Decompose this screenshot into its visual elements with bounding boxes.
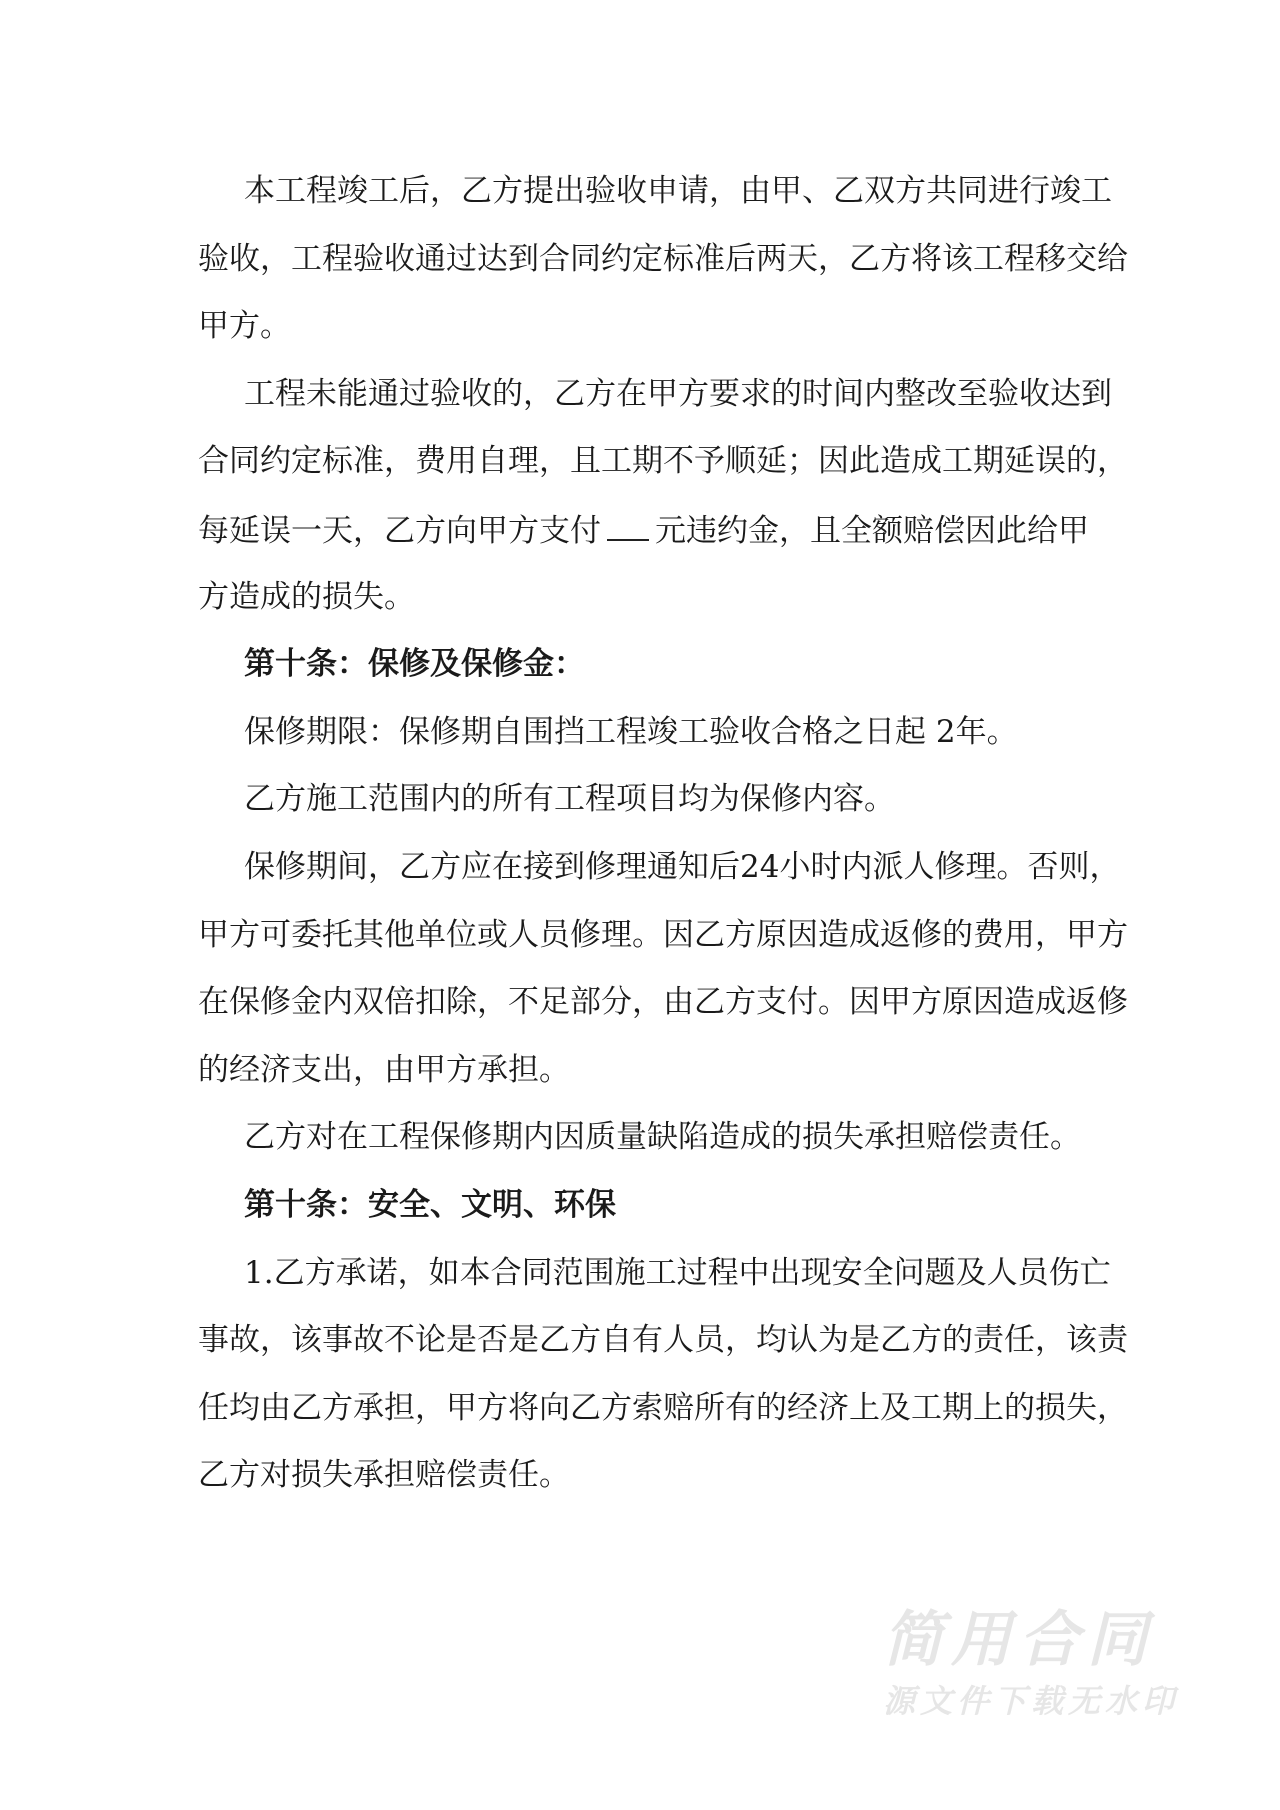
text-line: 方造成的损失。	[198, 579, 415, 615]
text-line: 在保修金内双倍扣除，不足部分，由乙方支付。因甲方原因造成返修	[198, 984, 1128, 1020]
text-segment: 每延误一天，乙方向甲方支付	[198, 513, 601, 549]
text-line: 保修期间，乙方应在接到修理通知后24小时内派人修理。否则，	[244, 849, 1121, 885]
text-line: 合同约定标准，费用自理，且工期不予顺延；因此造成工期延误的，	[198, 443, 1128, 479]
fill-in-blank[interactable]	[607, 509, 649, 541]
section-heading: 第十条：保修及保修金：	[244, 646, 585, 682]
text-line: 工程未能通过验收的，乙方在甲方要求的时间内整改至验收达到	[244, 376, 1112, 412]
section-heading: 第十条：安全、文明、环保	[244, 1187, 616, 1223]
text-line: 乙方对在工程保修期内因质量缺陷造成的损失承担赔偿责任。	[244, 1119, 1081, 1155]
text-line: 任均由乙方承担，甲方将向乙方索赔所有的经济上及工期上的损失，	[198, 1390, 1128, 1426]
text-line: 的经济支出，由甲方承担。	[198, 1052, 570, 1088]
text-line: 验收，工程验收通过达到合同约定标准后两天，乙方将该工程移交给	[198, 241, 1128, 277]
watermark-subtitle: 源文件下载无水印	[883, 1682, 1180, 1720]
text-line: 保修期限：保修期自围挡工程竣工验收合格之日起 2年。	[244, 714, 1018, 750]
text-line: 乙方施工范围内的所有工程项目均为保修内容。	[244, 781, 895, 817]
text-segment: 元违约金，且全额赔偿因此给甲	[655, 513, 1089, 549]
watermark-title: 简用合同	[883, 1605, 1155, 1675]
text-line	[198, 509, 1094, 549]
text-line: 1.乙方承诺，如本合同范围施工过程中出现安全问题及人员伤亡	[244, 1255, 1111, 1291]
text-line: 事故，该事故不论是否是乙方自有人员，均认为是乙方的责任，该责	[198, 1322, 1128, 1358]
text-line: 甲方可委托其他单位或人员修理。因乙方原因造成返修的费用，甲方	[198, 917, 1128, 953]
text-line: 本工程竣工后，乙方提出验收申请，由甲、乙双方共同进行竣工	[244, 173, 1112, 209]
text-line: 甲方。	[198, 308, 291, 344]
text-line: 乙方对损失承担赔偿责任。	[198, 1457, 570, 1493]
